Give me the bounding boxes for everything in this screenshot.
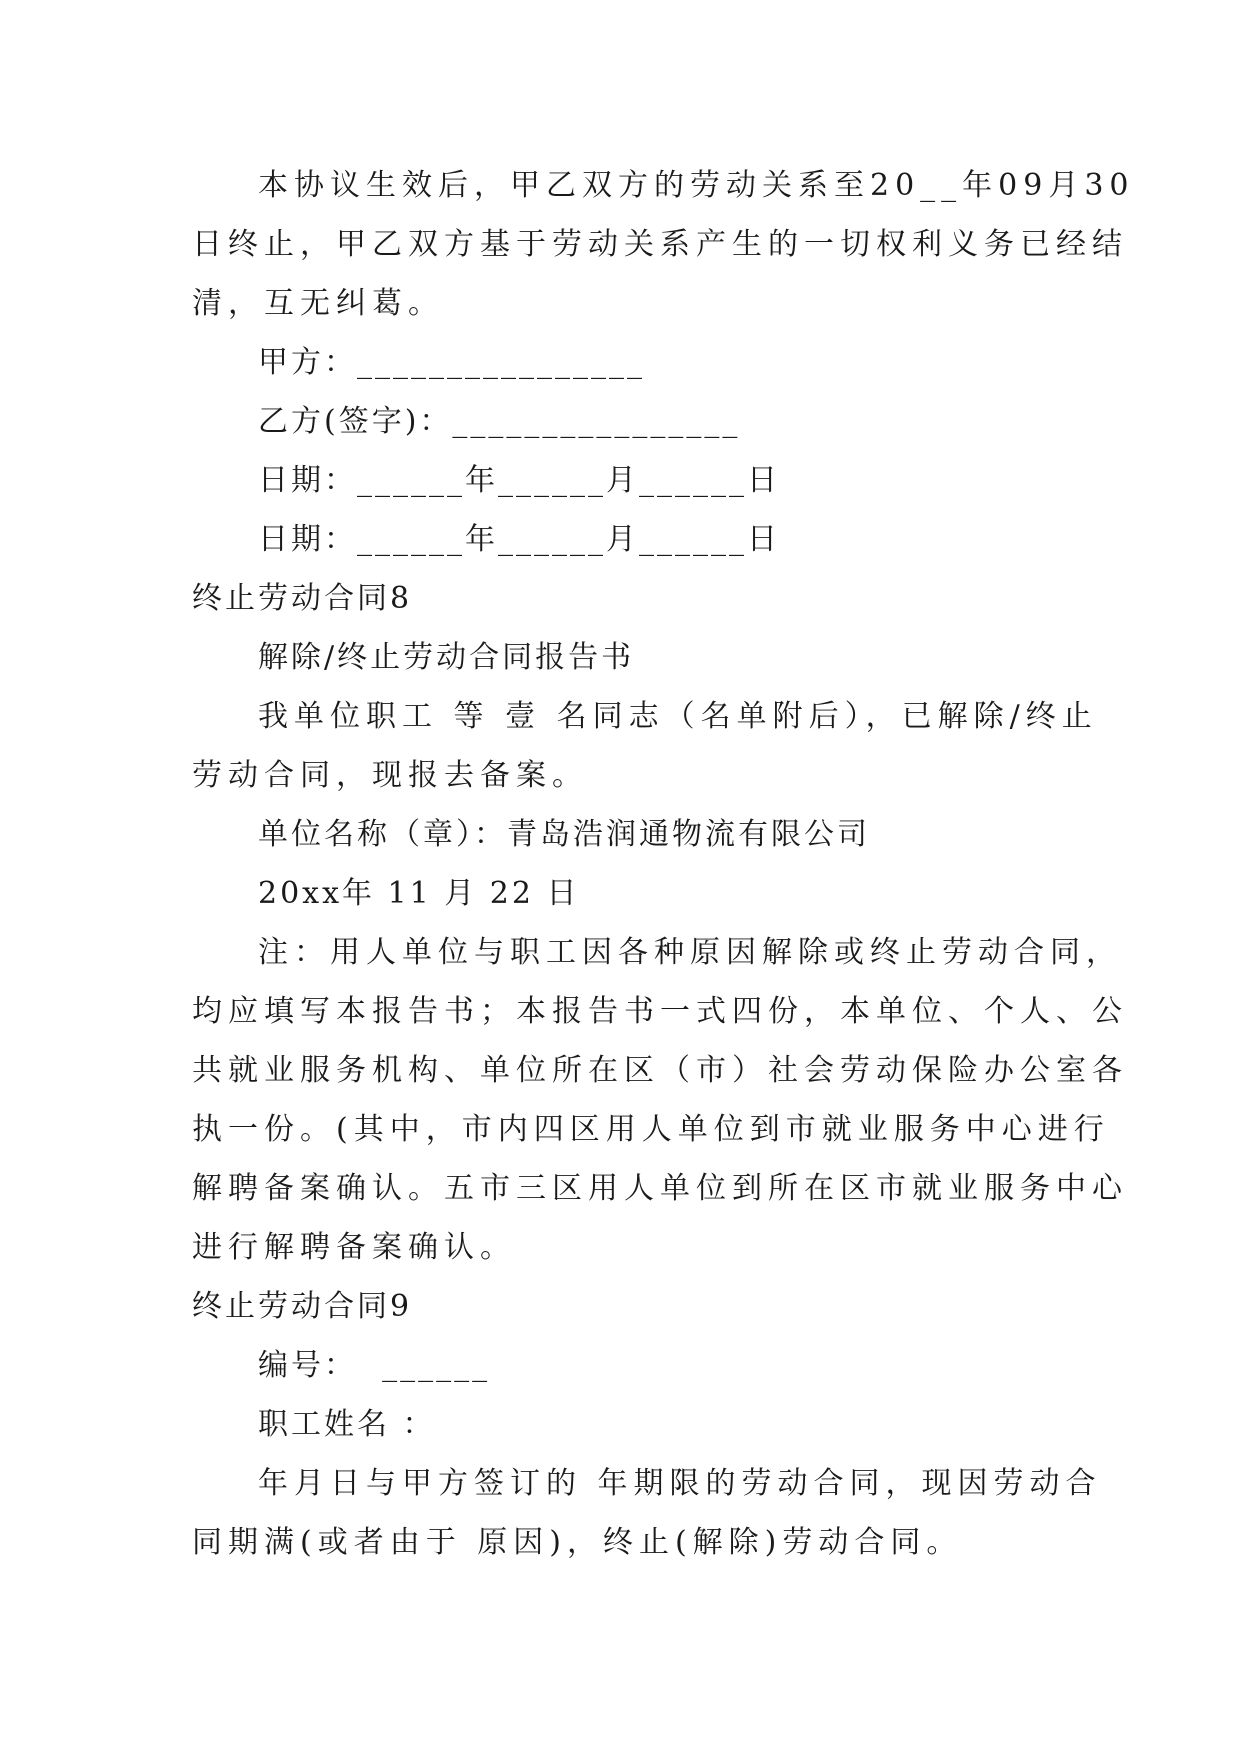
date-field: 日期：______年______月______日: [258, 522, 780, 557]
note-line: 共就业服务机构、单位所在区（市）社会劳动保险办公室各: [192, 1053, 1128, 1088]
note-line: 执一份。(其中，市内四区用人单位到市就业服务中心进行: [192, 1112, 1110, 1147]
paragraph-line: 劳动合同，现报去备案。: [192, 758, 588, 793]
paragraph-line: 同期满(或者由于 原因)，终止(解除)劳动合同。: [192, 1525, 963, 1560]
section-heading: 终止劳动合同9: [192, 1289, 413, 1324]
note-line: 均应填写本报告书；本报告书一式四份，本单位、个人、公: [192, 994, 1128, 1029]
report-date: 20xx年 11 月 22 日: [258, 876, 580, 911]
company-name-line: 单位名称（章）：青岛浩润通物流有限公司: [258, 817, 870, 852]
note-line: 注：用人单位与职工因各种原因解除或终止劳动合同，: [258, 935, 1122, 970]
serial-number-field: 编号： ______: [258, 1348, 491, 1383]
party-a-field: 甲方：________________: [258, 345, 645, 380]
paragraph-line: 日终止，甲乙双方基于劳动关系产生的一切权利义务已经结: [192, 227, 1128, 262]
section-heading: 终止劳动合同8: [192, 581, 413, 616]
note-line: 进行解聘备案确认。: [192, 1230, 516, 1265]
report-title: 解除/终止劳动合同报告书: [258, 640, 635, 675]
paragraph-line: 年月日与甲方签订的 年期限的劳动合同，现因劳动合: [258, 1466, 1102, 1501]
party-b-signature-field: 乙方(签字)：________________: [258, 404, 741, 439]
paragraph-line: 我单位职工 等 壹 名同志（名单附后），已解除/终止: [258, 699, 1098, 734]
paragraph-line: 本协议生效后，甲乙双方的劳动关系至20__年09月30: [258, 168, 1135, 203]
paragraph-line: 清，互无纠葛。: [192, 286, 444, 321]
date-field: 日期：______年______月______日: [258, 463, 780, 498]
note-line: 解聘备案确认。五市三区用人单位到所在区市就业服务中心: [192, 1171, 1128, 1206]
employee-name-field: 职工姓名 ：: [258, 1407, 436, 1442]
